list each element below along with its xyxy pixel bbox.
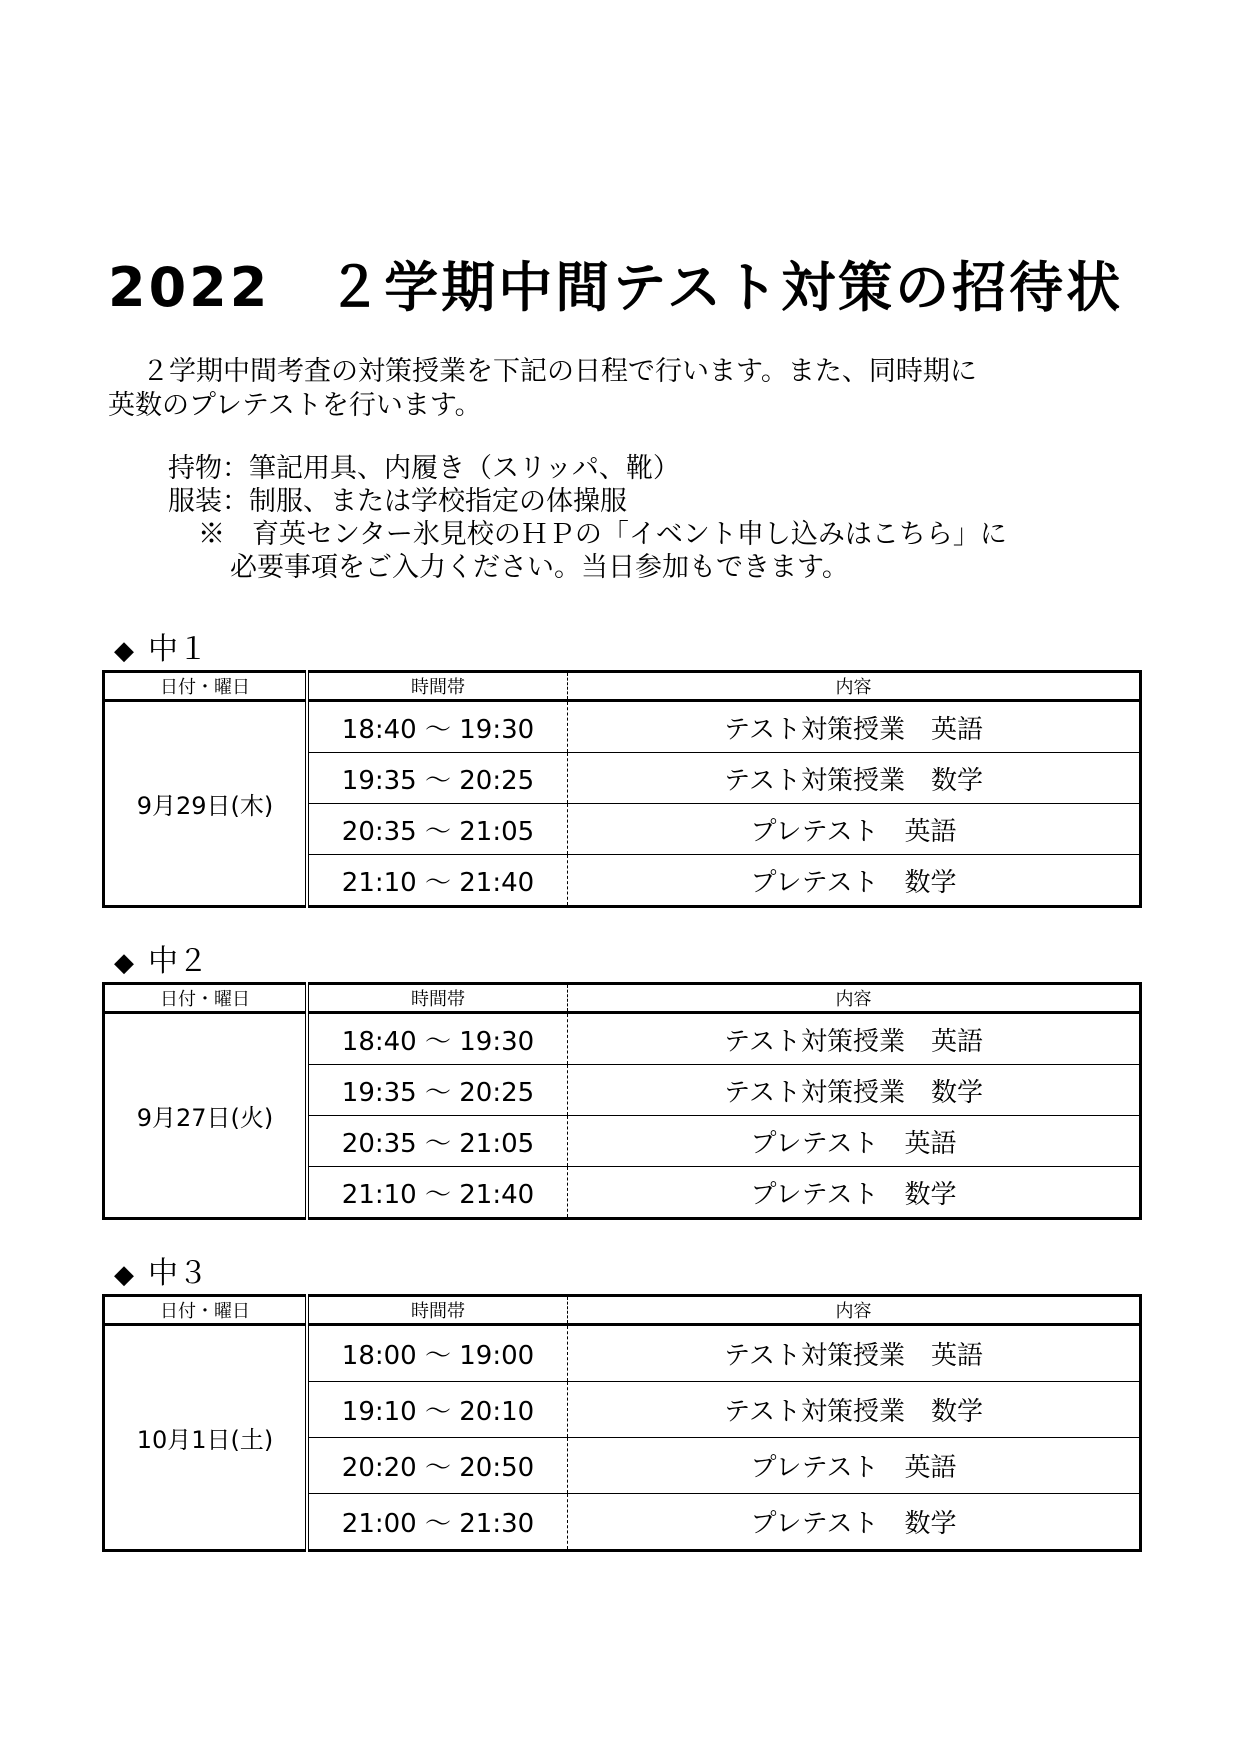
time-cell: 20:35 ～ 21:05	[307, 804, 568, 855]
schedule-table	[102, 1294, 1142, 1552]
diamond-icon: ◆	[114, 636, 134, 666]
table-header-row	[104, 672, 1141, 701]
column-header-content: 内容	[568, 984, 1141, 1013]
column-header-time: 時間帯	[307, 984, 568, 1013]
schedule-section-grade1	[102, 630, 1142, 908]
section-title: 中３	[148, 1256, 208, 1291]
content-cell: テスト対策授業 英語	[568, 1013, 1141, 1065]
column-header-date: 日付・曜日	[104, 672, 308, 701]
date-cell: 9月27日(火)	[104, 1013, 308, 1219]
table-row	[104, 701, 1141, 753]
time-cell: 18:40 ～ 19:30	[307, 701, 568, 753]
content-cell: プレテスト 数学	[568, 1167, 1141, 1219]
time-cell: 20:20 ～ 20:50	[307, 1438, 568, 1494]
content-cell: テスト対策授業 英語	[568, 701, 1141, 753]
column-header-content: 内容	[568, 672, 1141, 701]
schedule-table	[102, 982, 1142, 1220]
table-row	[104, 1013, 1141, 1065]
date-cell: 9月29日(木)	[104, 701, 308, 907]
content-cell: プレテスト 英語	[568, 804, 1141, 855]
page-title: 2022 ２学期中間テスト対策の招待状	[108, 256, 1124, 319]
content-cell: テスト対策授業 数学	[568, 1065, 1141, 1116]
note-line: ※ 育英センター氷見校のＨＰの「イベント申し込みはこちら」に	[198, 519, 1007, 550]
time-cell: 21:10 ～ 21:40	[307, 855, 568, 907]
content-cell: プレテスト 英語	[568, 1116, 1141, 1167]
clothing-item: 服装：制服、または学校指定の体操服	[168, 486, 627, 517]
info-list	[168, 452, 1007, 584]
intro-line: ２学期中間考査の対策授業を下記の日程で行います。また、同時期に	[142, 356, 977, 387]
column-header-time: 時間帯	[307, 672, 568, 701]
table-header-row	[104, 984, 1141, 1013]
content-cell: プレテスト 数学	[568, 855, 1141, 907]
section-heading	[114, 1254, 1142, 1294]
column-header-date: 日付・曜日	[104, 1296, 308, 1325]
time-cell: 21:00 ～ 21:30	[307, 1494, 568, 1551]
time-cell: 19:10 ～ 20:10	[307, 1382, 568, 1438]
time-cell: 18:00 ～ 19:00	[307, 1325, 568, 1382]
time-cell: 21:10 ～ 21:40	[307, 1167, 568, 1219]
schedule-section-grade2	[102, 942, 1142, 1220]
intro-paragraph	[108, 355, 1138, 423]
diamond-icon: ◆	[114, 948, 134, 978]
schedule-section-grade3	[102, 1254, 1142, 1552]
content-cell: プレテスト 英語	[568, 1438, 1141, 1494]
time-cell: 19:35 ～ 20:25	[307, 1065, 568, 1116]
date-cell: 10月1日(土)	[104, 1325, 308, 1551]
note-line: 必要事項をご入力ください。当日参加もできます。	[230, 552, 849, 583]
time-cell: 18:40 ～ 19:30	[307, 1013, 568, 1065]
section-title: 中１	[148, 632, 208, 667]
section-heading	[114, 942, 1142, 982]
column-header-content: 内容	[568, 1296, 1141, 1325]
content-cell: テスト対策授業 数学	[568, 1382, 1141, 1438]
section-title: 中２	[148, 944, 208, 979]
intro-line: 英数のプレテストを行います。	[108, 390, 482, 421]
section-heading	[114, 630, 1142, 670]
content-cell: テスト対策授業 数学	[568, 753, 1141, 804]
table-row	[104, 1325, 1141, 1382]
content-cell: プレテスト 数学	[568, 1494, 1141, 1551]
schedule-table	[102, 670, 1142, 908]
time-cell: 20:35 ～ 21:05	[307, 1116, 568, 1167]
content-cell: テスト対策授業 英語	[568, 1325, 1141, 1382]
belongings-item: 持物：筆記用具、内履き（スリッパ、靴）	[168, 453, 680, 484]
diamond-icon: ◆	[114, 1260, 134, 1290]
column-header-date: 日付・曜日	[104, 984, 308, 1013]
time-cell: 19:35 ～ 20:25	[307, 753, 568, 804]
table-header-row	[104, 1296, 1141, 1325]
column-header-time: 時間帯	[307, 1296, 568, 1325]
